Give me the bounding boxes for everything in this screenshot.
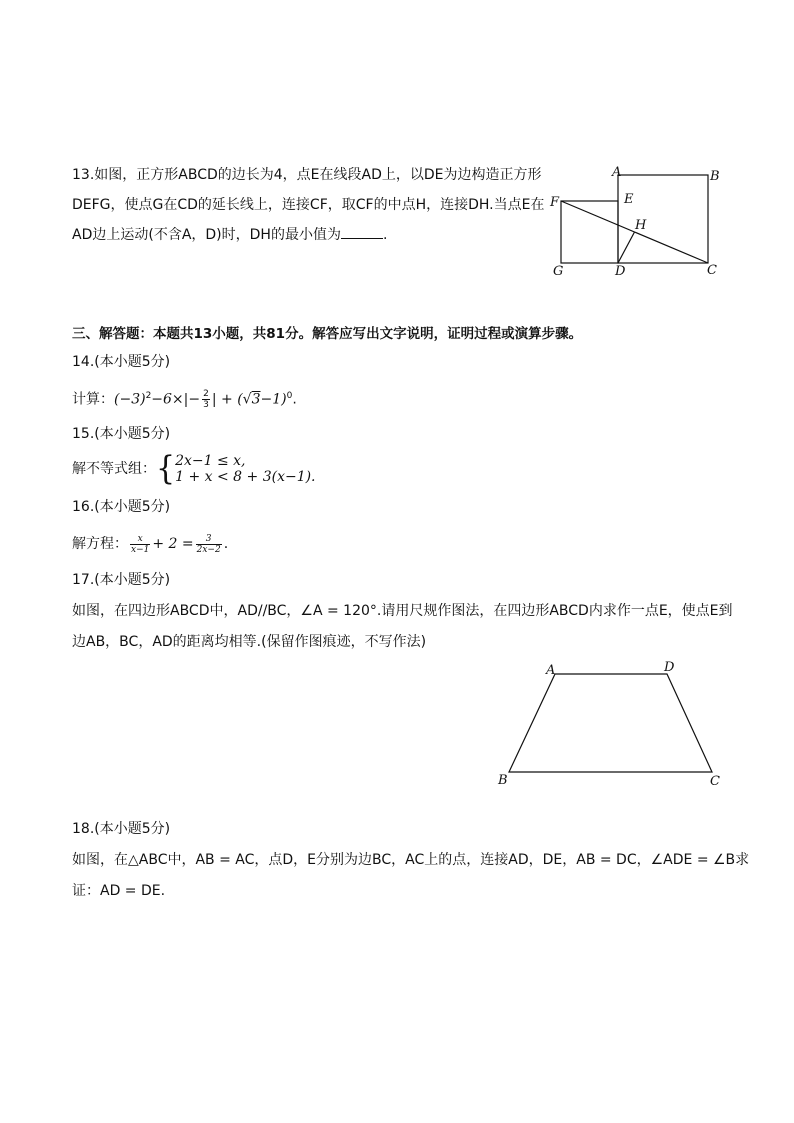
label-a: A (612, 165, 622, 180)
q17-header: 17.(本小题5分) (72, 572, 171, 588)
q15-header: 15.(本小题5分) (72, 426, 171, 442)
q13-line-3 (72, 220, 550, 250)
q16-f2-den: 2x−2 (196, 544, 221, 555)
q14-sqrt-arg: 3 (251, 391, 261, 408)
sqrt-icon: √ (242, 391, 252, 408)
q15-ineq-1: 2x−1 ≤ x, (175, 453, 246, 469)
q16-header: 16.(本小题5分) (72, 499, 171, 515)
label-f: F (550, 195, 560, 210)
q18-header: 18.(本小题5分) (72, 821, 171, 837)
q17-line-1: 如图，在四边形ABCD中，AD//BC，∠A = 120°.请用尺规作图法，在四边形ABCD内求作一点E，使点E到 (72, 603, 733, 619)
section-3-heading: 三、解答题：本题共13小题，共81分。解答应写出文字说明，证明过程或演算步骤。 (72, 326, 583, 342)
q16-fraction-1 (130, 534, 150, 555)
label-b: B (498, 773, 508, 788)
q14-exp-d: 0 (286, 391, 293, 401)
label-e: E (624, 192, 634, 207)
q13-line-1: 13.如图，正方形ABCD的边长为4，点E在线段AD上，以DE为边构造正方形 (72, 167, 542, 183)
q13-line-2: DEFG，使点G在CD的延长线上，连接CF，取CF的中点H，连接DH.当点E在 (72, 197, 545, 213)
q14-end: . (292, 391, 297, 408)
trapezoid-abcd (509, 674, 712, 772)
q14-expr-b: −6×|− (151, 391, 201, 408)
label-b: B (710, 169, 720, 184)
q16-f1-den: x−1 (131, 544, 150, 555)
label-h: H (635, 218, 647, 233)
q15-body (72, 449, 316, 488)
q16-fraction-2 (196, 534, 222, 555)
label-d: D (615, 264, 626, 279)
question-13 (72, 160, 550, 250)
q14-expr-c: | + ( (211, 391, 243, 408)
q18-line-2: 证：AD = DE. (72, 883, 166, 899)
q14-frac-num: 2 (203, 389, 209, 400)
label-g: G (553, 264, 564, 279)
q14-body (72, 386, 297, 410)
q17-line-2: 边AB，BC，AD的距离均相等.(保留作图痕迹，不写作法) (72, 634, 427, 650)
q13-line-3-end: . (382, 227, 388, 243)
brace-icon: { (156, 449, 176, 488)
q14-header: 14.(本小题5分) (72, 354, 171, 370)
q16-end: . (223, 536, 229, 552)
inequality-system (156, 449, 316, 488)
q15-ineq-2: 1 + x < 8 + 3(x−1). (175, 469, 316, 485)
q17-figure (492, 656, 732, 792)
q16-f1-num: x (130, 534, 150, 545)
q14-prefix: 计算： (72, 391, 114, 408)
label-d: D (664, 660, 675, 675)
q16-f2-num: 3 (196, 534, 222, 545)
answer-blank[interactable] (341, 224, 383, 239)
q14-expr-a: (−3) (114, 391, 146, 408)
square-defg (561, 201, 618, 263)
q16-prefix: 解方程： (72, 536, 128, 552)
q14-fraction (202, 389, 210, 410)
q13-figure (548, 163, 728, 281)
system-rows (175, 453, 315, 485)
q14-frac-den: 3 (203, 400, 209, 411)
label-c: C (710, 774, 720, 789)
label-a: A (546, 663, 556, 678)
q15-prefix: 解不等式组： (72, 461, 156, 477)
q18-line-1: 如图，在△ABC中，AB = AC，点D，E分别为边BC，AC上的点，连接AD，DE，AB = DC，∠ADE = ∠B求 (72, 852, 750, 868)
segment-dh (618, 232, 635, 263)
q16-body (72, 531, 228, 557)
q14-expr-d: −1) (260, 391, 287, 408)
square-abcd (618, 175, 708, 263)
q14-exp-a: 2 (145, 391, 152, 401)
q16-mid: + 2 = (152, 536, 194, 552)
q13-line-3-text: AD边上运动(不含A，D)时，DH的最小值为 (72, 227, 341, 243)
label-c: C (707, 263, 717, 278)
